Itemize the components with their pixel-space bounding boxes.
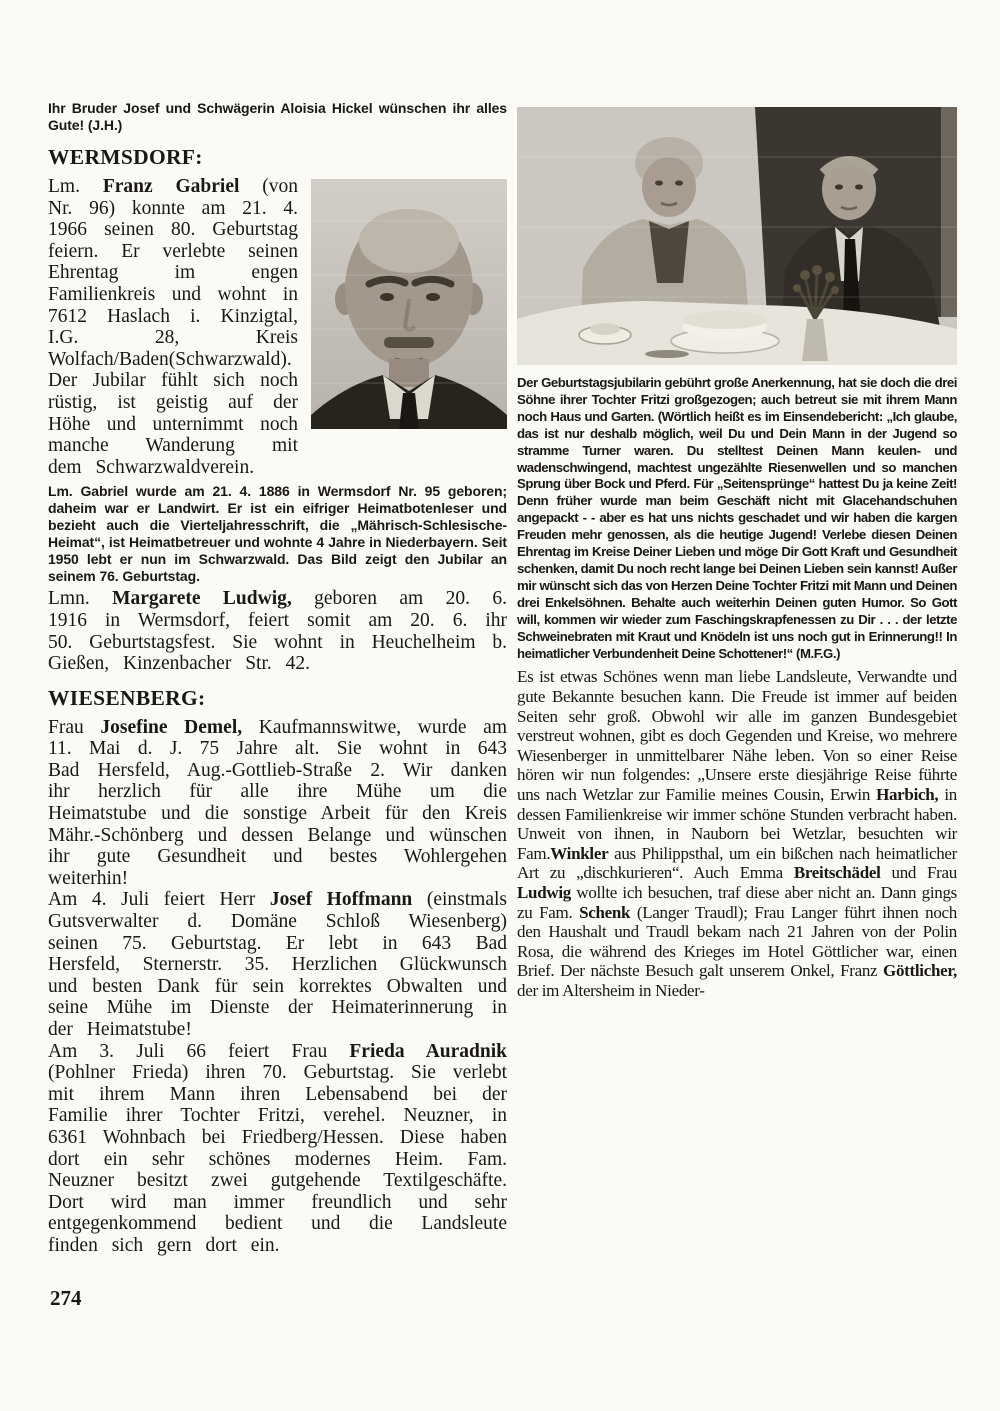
paragraph-franz-gabriel bbox=[48, 176, 507, 478]
woman-face bbox=[642, 157, 696, 217]
right-column bbox=[517, 107, 957, 1001]
paragraph-birthday-tribute: Der Geburtstagsjubilarin gebührt große Anerkennung, hat sie doch die drei Söhne ihrer Tochter Fritzi großgezogen; auch betreut sie mit ihrem Mann noch Haus und Garten. (Wörtlich heißt es im Einsendebericht: „Ich glaube, das ist nur deshalb möglich, weil Du und Dein Mann in der Jugend so stramme Turner waren. Du stelltest Deinen Mann keulen- und wadenschwingend, machtest ungezählte Riesenwellen und so manchen Sprung über Bock und Pferd. Für „Seitensprünge“ hattest Du ja keine Zeit! Denn früher wurde man beim Geschäft nicht mit Glacehandschuhen angepackt - - aber es hat uns nichts geschadet und wir haben die kargen Freuden mehr genossen, als die heutige Jugend! Verlebe diesen Deinen Ehrentag im Kreise Deiner Lieben und möge Dir Gott Kraft und Gesundheit schenken, damit Du noch recht lange bei Deinen Lieben sein kannst! Außer mir wünscht sich das von Herzen Deine Tochter Fritzi mit Mann und Deinen drei Enkelsöhnen. Behalte auch weiterhin Deinen guten Humor. So Gott will, kommen wir wieder zum Faschingskrapfenessen zu Dir . . . der letzte Schweinebraten mit Kraut und Knödeln ist uns noch gut in Erinnerung!! In heimatlicher Verbundenheit Deine Schottener!“ (M.F.G.) bbox=[517, 375, 957, 661]
woman-eye-left bbox=[655, 180, 663, 185]
intro-note: Ihr Bruder Josef und Schwägerin Aloisia Hickel wünschen ihr alles Gute! (J.H.) bbox=[48, 100, 507, 133]
woman-eye-right bbox=[675, 180, 683, 185]
background-edge bbox=[941, 107, 957, 317]
eye-right bbox=[426, 293, 440, 301]
paragraph-josefine-demel: Frau Josefine Demel, Kaufmannswitwe, wurde am 11. Mai d. J. 75 Jahre alt. Sie wohnt in 643 Bad Hersfeld, Aug.-Gottlieb-Straße 2. Wir danken ihr herzlich für alle ihre Mühe um die Heimatstube und die sonstige Arbeit für den Kreis Mähr.-Schönberg und dessen Belange und wünschen ihr gute Gesundheit und bestes Wohlergehen weiterhin! bbox=[48, 716, 507, 889]
mustache bbox=[384, 337, 434, 348]
section-heading-wermsdorf: WERMSDORF: bbox=[48, 145, 203, 169]
group-photo-illustration bbox=[517, 107, 957, 365]
paragraph-franz-gabriel-text: Lm. Franz Gabriel (von Nr. 96) konnte am 21. 4. 1966 seinen 80. Geburtstag feiern. Er verlebte seinen Ehrentag im engen Familienkreis und wohnt in 7612 Haslach i. Kinzigtal, I.G. 28, Kreis Wolfach/Baden(Schwarzwald). Der Jubilar fühlt sich noch rüstig, ist geistig auf der Höhe und unternimmt noch manche Wanderung mit dem Schwarzwaldverein. bbox=[48, 176, 298, 478]
paragraph-josef-hoffmann: Am 4. Juli feiert Herr Josef Hoffmann (einstmals Gutsverwalter d. Domäne Schloß Wiesenberg) seinen 75. Geburtstag. Er lebt in 643 Bad Hersfeld, Sternerstr. 35. Herzlichen Glückwunsch und besten Dank für sein korrektes Obwalten und seine Mühe im Dienste der Heimaterinnerung in der Heimatstube! bbox=[48, 889, 508, 1040]
section-heading-wiesenberg: WIESENBERG: bbox=[48, 685, 206, 710]
man-eye-right bbox=[855, 184, 863, 189]
paragraph-travel-report: Es ist etwas Schönes wenn man liebe Landsleute, Verwandte und gute Bekannte besuchen kann. Die Freude ist immer auf beiden Seiten sehr groß. Obwohl wir alle im ganzen Bundesgebiet verstreut wohnen, gibt es doch Gegenden und Kreise, wo mehrere Wiesenberger in unmittelbarer Nähe leben. Von so einer Reise hören wir nun folgendes: „Unsere erste diesjährige Reise führte uns nach Wetzlar zur Familie meines Cousin, Erwin Harbich, in dessen Familienkreise wir immer schöne Stunden verbracht haben. Unweit von ihnen, in Nauborn bei Wetzlar, besuchten wir Fam.Winkler aus Philippsthal, um ein bißchen nach heimatlicher Art zu „dischkurieren“. Auch Emma Breitschädel und Frau Ludwig wollte ich besuchen, traf diese aber nicht an. Dann gings zu Fam. Schenk (Langer Traudl); Frau Langer führt ihnen noch den Haushalt und Traudl bekam nach 21 Jahren von der Polin Rosa, die während des Krieges im Hotel Göttlicher war, einen Brief. Der nächste Besuch galt unserem Onkel, Franz Göttlicher, der im Altersheim in Nieder- bbox=[517, 667, 957, 1000]
group-photo-birthday-couple bbox=[517, 107, 957, 365]
paragraph-gabriel-bio: Lm. Gabriel wurde am 21. 4. 1886 in Wermsdorf Nr. 95 geboren; daheim war er Landwirt. Er ist ein eifriger Heimatbotenleser und bezieht auch die Vierteljahresschrift, die „Mährisch-Schlesische-Heimat“, ist Heimatbetreuer und wohnte 4 Jahre in Niederbayern. Seit 1950 lebt er nun im Schwarzwald. Das Bild zeigt den Jubilar an seinem 76. Geburtstag. bbox=[48, 483, 507, 585]
left-column bbox=[48, 100, 507, 1257]
portrait-photo-franz-gabriel bbox=[311, 179, 507, 429]
man-eye-left bbox=[835, 184, 843, 189]
bald-crown bbox=[359, 209, 459, 273]
portrait-photo-illustration bbox=[311, 179, 507, 429]
paragraph-frieda-auradnik: Am 3. Juli 66 feiert Frau Frieda Auradnik (Pohlner Frieda) ihren 70. Geburtstag. Sie verlebt mit ihrem Mann ihren Lebensabend bei der Familie ihrer Tochter Fritzi, verehel. Neuzner, in 6361 Wohnbach bei Friedberg/Hessen. Diese haben dort ein sehr schönes modernes Heim. Fam. Neuzner besitzt zwei gutgehende Textilgeschäfte. Dort wird man immer freundlich und sehr entgegenkommend bedient und die Landsleute finden sich gern dort ein. bbox=[48, 1040, 507, 1256]
eye-left bbox=[380, 293, 394, 301]
paragraph-margarete-ludwig: Lmn. Margarete Ludwig, geboren am 20. 6. 1916 in Wermsdorf, feiert somit am 20. 6. ihr 50. Geburtstagsfest. Sie wohnt in Heuchelheim b. Gießen, Kinzenbacher Str. 42. bbox=[48, 588, 507, 675]
page-number: 274 bbox=[50, 1286, 82, 1310]
table-item bbox=[645, 350, 689, 358]
cup bbox=[590, 323, 620, 335]
cake-top bbox=[683, 311, 767, 329]
